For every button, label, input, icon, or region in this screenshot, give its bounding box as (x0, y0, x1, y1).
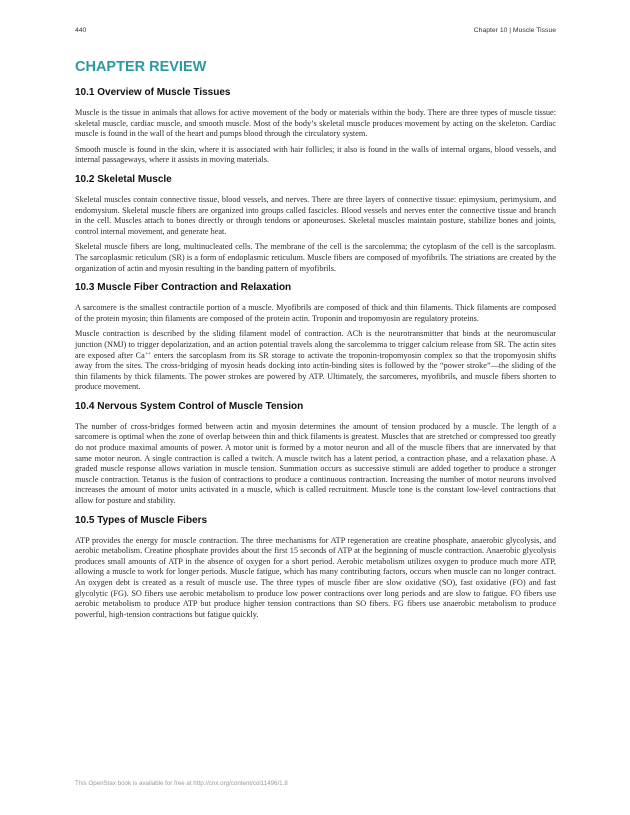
paragraph: ATP provides the energy for muscle contraction. The three mechanisms for ATP regeneration are creatine phosphate, anaerobic glycolysis, and aerobic metabolism. Creatine phosphate provides about the first 15 seconds of ATP at the beginning of muscle contraction. Anaerobic glycolysis produces small amounts of ATP in the absence of oxygen for a short period. Aerobic metabolism utilizes oxygen to produce much more ATP, allowing a muscle to work for longer periods. Muscle fatigue, which has many contributing factors, occurs when muscle can no longer contract. An oxygen debt is created as a result of muscle use. The three types of muscle fiber are slow oxidative (SO), fast oxidative (FO) and fast glycolytic (FG). SO fibers use aerobic metabolism to produce low power contractions over long periods and are slow to fatigue. FO fibers use aerobic metabolism to produce ATP but produce higher tension contractions than SO fibers. FG fibers use anaerobic metabolism to produce powerful, high-tension contractions but fatigue quickly. (75, 535, 556, 619)
chapter-label: Chapter 10 | Muscle Tissue (473, 27, 556, 34)
section-contraction (75, 281, 556, 393)
page-content (75, 58, 556, 627)
section-heading: 10.3 Muscle Fiber Contraction and Relaxation (75, 282, 292, 294)
paragraph: Skeletal muscles contain connective tissue, blood vessels, and nerves. There are three layers of connective tissue: epimysium, perimysium, and endomysium. Skeletal muscle fibers are organized into groups called fascicles. Blood vessels and nerves enter the connective tissue and branch in the cell. Muscles attach to bones directly or through tendons or aponeuroses. Skeletal muscles maintain posture, stabilize bones and joints, control internal movement, and generate heat. (75, 194, 556, 236)
section-heading: 10.4 Nervous System Control of Muscle Tension (75, 400, 304, 412)
chapter-review-title: CHAPTER REVIEW (75, 59, 207, 75)
paragraph: The number of cross-bridges formed between actin and myosin determines the amount of tension produced by a muscle. The length of a sarcomere is optimal when the zone of overlap between thin and thick filaments is greatest. Muscles that are stretched or compressed too greatly do not produce maximal amounts of power. A motor unit is formed by a motor neuron and all of the muscle fibers that are innervated by that same motor neuron. A single contraction is called a twitch. A muscle twitch has a latent period, a contraction phase, and a relaxation phase. A graded muscle response allows variation in muscle tension. Summation occurs as successive stimuli are added together to produce a stronger muscle contraction. Tetanus is the fusion of contractions to produce a continuous contraction. Increasing the number of motor neurons involved increases the amount of motor units activated in a muscle, which is called recruitment. Muscle tone is the constant low-level contractions that allow for posture and stability. (75, 421, 556, 506)
section-overview (75, 86, 556, 166)
section-heading: 10.1 Overview of Muscle Tissues (75, 87, 231, 98)
section-nervous-control (75, 400, 556, 507)
section-heading: 10.5 Types of Muscle Fibers (75, 514, 208, 526)
paragraph: Skeletal muscle fibers are long, multinucleated cells. The membrane of the cell is the sarcolemma; the cytoplasm of the cell is the sarcoplasm. The sarcoplasmic reticulum (SR) is a form of endoplasmic reticulum. Muscle fibers are composed of myofibrils. The striations are created by the organization of actin and myosin resulting in the banding pattern of myofibrils. (75, 242, 556, 273)
paragraph-text: enters the sarcoplasm from its SR storage to activate the troponin-tropomyosin complex so that the tropomyosin shifts away from the sites. The cross-bridging of myosin heads docking into actin-binding sites is followed by the “power stroke”—the sliding of the thin filaments by thick filaments. The power strokes are powered by ATP. Ultimately, the sarcomeres, myofibrils, and muscle fibers shorten to produce movement. (75, 350, 556, 392)
paragraph: Muscle is the tissue in animals that allows for active movement of the body or materials within the body. There are three types of muscle tissue: skeletal muscle, cardiac muscle, and smooth muscle. Most of the body’s skeletal muscle produces movement by acting on the skeleton. Cardiac muscle is found in the wall of the heart and pumps blood through the circulatory system. (75, 108, 556, 139)
paragraph (75, 329, 556, 393)
section-fiber-types (75, 514, 556, 621)
section-skeletal-muscle (75, 173, 556, 274)
superscript: ++ (144, 350, 152, 357)
footer-note: This OpenStax book is available for free at http://cnx.org/content/col11496/1.8 (75, 780, 288, 787)
paragraph: Smooth muscle is found in the skin, where it is associated with hair follicles; it also is found in the walls of internal organs, blood vessels, and internal passageways, where it assists in moving materials. (75, 144, 556, 165)
page-number: 440 (75, 27, 87, 34)
paragraph: A sarcomere is the smallest contractile portion of a muscle. Myofibrils are composed of thick and thin filaments. Thick filaments are composed of the protein myosin; thin filaments are composed of the protein actin. Troponin and tropomyosin are regulatory proteins. (75, 303, 556, 323)
section-heading: 10.2 Skeletal Muscle (75, 173, 172, 185)
paragraph-text: Muscle contraction is described by the sliding filament model of contraction. ACh is the neurotransmitter that binds at the neuromuscular junction (NMJ) to trigger depolarization, and an action potential travels along the sarcolemma to trigger calcium release from SR. The actin sites are exposed after Ca (75, 329, 556, 360)
